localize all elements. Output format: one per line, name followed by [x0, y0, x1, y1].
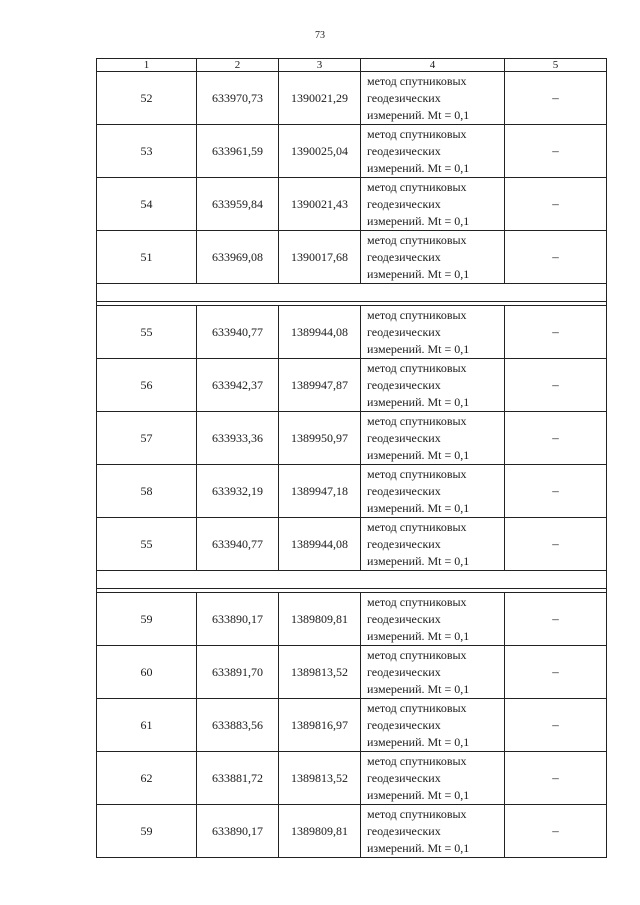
x-coordinate-cell: 633969,08: [197, 231, 279, 284]
table-row: [97, 805, 607, 858]
method-line: измерений. Mt = 0,1: [367, 628, 470, 643]
point-number-cell: 59: [97, 805, 197, 858]
table-row: [97, 752, 607, 805]
method-line: измерений. Mt = 0,1: [367, 447, 470, 462]
x-coordinate-cell: 633890,17: [197, 593, 279, 646]
method-line: метод спутниковых: [367, 360, 467, 375]
y-coordinate-cell: 1389944,08: [279, 518, 361, 571]
y-coordinate-cell: 1390021,29: [279, 72, 361, 125]
note-cell: –: [505, 805, 607, 858]
method-line: метод спутниковых: [367, 594, 467, 609]
point-number-cell: 59: [97, 593, 197, 646]
method-line: измерений. Mt = 0,1: [367, 787, 470, 802]
y-coordinate-cell: 1390017,68: [279, 231, 361, 284]
x-coordinate-cell: 633891,70: [197, 646, 279, 699]
separator-cell: [97, 284, 607, 302]
x-coordinate-cell: 633961,59: [197, 125, 279, 178]
x-coordinate-cell: 633883,56: [197, 699, 279, 752]
method-line: метод спутниковых: [367, 413, 467, 428]
y-coordinate-cell: 1389816,97: [279, 699, 361, 752]
note-cell: –: [505, 231, 607, 284]
x-coordinate-cell: 633890,17: [197, 805, 279, 858]
y-coordinate-cell: 1389947,18: [279, 465, 361, 518]
table-row: [97, 231, 607, 284]
x-coordinate-cell: 633970,73: [197, 72, 279, 125]
y-coordinate-cell: 1389813,52: [279, 646, 361, 699]
method-line: измерений. Mt = 0,1: [367, 107, 470, 122]
column-header: 4: [361, 59, 505, 72]
method-line: геодезических: [367, 823, 441, 838]
note-cell: –: [505, 465, 607, 518]
note-cell: –: [505, 646, 607, 699]
method-line: метод спутниковых: [367, 232, 467, 247]
note-cell: –: [505, 593, 607, 646]
group-separator-row: [97, 284, 607, 302]
column-header: 2: [197, 59, 279, 72]
method-line: геодезических: [367, 324, 441, 339]
point-number-cell: 56: [97, 359, 197, 412]
method-line: метод спутниковых: [367, 179, 467, 194]
table-row: [97, 646, 607, 699]
point-number-cell: 55: [97, 518, 197, 571]
method-line: измерений. Mt = 0,1: [367, 734, 470, 749]
point-number-cell: 53: [97, 125, 197, 178]
method-cell: [361, 125, 505, 178]
x-coordinate-cell: 633933,36: [197, 412, 279, 465]
method-cell: [361, 646, 505, 699]
point-number-cell: 58: [97, 465, 197, 518]
table-row: [97, 72, 607, 125]
method-line: измерений. Mt = 0,1: [367, 500, 470, 515]
method-cell: [361, 752, 505, 805]
method-line: измерений. Mt = 0,1: [367, 394, 470, 409]
y-coordinate-cell: 1390021,43: [279, 178, 361, 231]
note-cell: –: [505, 306, 607, 359]
table-row: [97, 465, 607, 518]
method-line: метод спутниковых: [367, 700, 467, 715]
method-cell: [361, 593, 505, 646]
note-cell: –: [505, 518, 607, 571]
x-coordinate-cell: 633942,37: [197, 359, 279, 412]
method-line: измерений. Mt = 0,1: [367, 266, 470, 281]
group-separator-row: [97, 571, 607, 589]
column-header: 1: [97, 59, 197, 72]
point-number-cell: 61: [97, 699, 197, 752]
method-line: геодезических: [367, 664, 441, 679]
method-line: метод спутниковых: [367, 126, 467, 141]
table-row: [97, 518, 607, 571]
method-line: метод спутниковых: [367, 466, 467, 481]
method-cell: [361, 518, 505, 571]
method-cell: [361, 805, 505, 858]
method-line: измерений. Mt = 0,1: [367, 213, 470, 228]
method-line: геодезических: [367, 770, 441, 785]
table-row: [97, 178, 607, 231]
method-line: метод спутниковых: [367, 73, 467, 88]
table-row: [97, 699, 607, 752]
column-header: 3: [279, 59, 361, 72]
table-row: [97, 125, 607, 178]
point-number-cell: 62: [97, 752, 197, 805]
table-row: [97, 593, 607, 646]
method-cell: [361, 231, 505, 284]
method-line: измерений. Mt = 0,1: [367, 553, 470, 568]
x-coordinate-cell: 633932,19: [197, 465, 279, 518]
method-line: измерений. Mt = 0,1: [367, 341, 470, 356]
y-coordinate-cell: 1389809,81: [279, 593, 361, 646]
method-line: метод спутниковых: [367, 806, 467, 821]
y-coordinate-cell: 1389944,08: [279, 306, 361, 359]
method-line: геодезических: [367, 377, 441, 392]
method-cell: [361, 699, 505, 752]
x-coordinate-cell: 633959,84: [197, 178, 279, 231]
x-coordinate-cell: 633940,77: [197, 306, 279, 359]
method-line: геодезических: [367, 196, 441, 211]
column-header: 5: [505, 59, 607, 72]
note-cell: –: [505, 72, 607, 125]
point-number-cell: 54: [97, 178, 197, 231]
note-cell: –: [505, 412, 607, 465]
method-line: геодезических: [367, 90, 441, 105]
separator-cell: [97, 571, 607, 589]
method-line: метод спутниковых: [367, 519, 467, 534]
method-line: метод спутниковых: [367, 307, 467, 322]
method-line: геодезических: [367, 143, 441, 158]
method-cell: [361, 465, 505, 518]
method-line: геодезических: [367, 430, 441, 445]
note-cell: –: [505, 125, 607, 178]
table-row: [97, 359, 607, 412]
method-cell: [361, 306, 505, 359]
note-cell: –: [505, 752, 607, 805]
method-cell: [361, 359, 505, 412]
x-coordinate-cell: 633940,77: [197, 518, 279, 571]
method-cell: [361, 412, 505, 465]
method-cell: [361, 178, 505, 231]
page-number: 73: [315, 30, 325, 41]
point-number-cell: 52: [97, 72, 197, 125]
note-cell: –: [505, 359, 607, 412]
point-number-cell: 51: [97, 231, 197, 284]
method-line: метод спутниковых: [367, 647, 467, 662]
method-line: геодезических: [367, 536, 441, 551]
point-number-cell: 55: [97, 306, 197, 359]
method-line: геодезических: [367, 483, 441, 498]
table-row: [97, 306, 607, 359]
method-cell: [361, 72, 505, 125]
table-row: [97, 412, 607, 465]
method-line: измерений. Mt = 0,1: [367, 160, 470, 175]
method-line: метод спутниковых: [367, 753, 467, 768]
coordinates-table: [96, 58, 607, 858]
table-header-row: [97, 59, 607, 72]
note-cell: –: [505, 699, 607, 752]
method-line: геодезических: [367, 249, 441, 264]
method-line: геодезических: [367, 611, 441, 626]
y-coordinate-cell: 1390025,04: [279, 125, 361, 178]
y-coordinate-cell: 1389950,97: [279, 412, 361, 465]
x-coordinate-cell: 633881,72: [197, 752, 279, 805]
method-line: измерений. Mt = 0,1: [367, 840, 470, 855]
y-coordinate-cell: 1389813,52: [279, 752, 361, 805]
y-coordinate-cell: 1389809,81: [279, 805, 361, 858]
method-line: измерений. Mt = 0,1: [367, 681, 470, 696]
y-coordinate-cell: 1389947,87: [279, 359, 361, 412]
method-line: геодезических: [367, 717, 441, 732]
point-number-cell: 57: [97, 412, 197, 465]
note-cell: –: [505, 178, 607, 231]
point-number-cell: 60: [97, 646, 197, 699]
